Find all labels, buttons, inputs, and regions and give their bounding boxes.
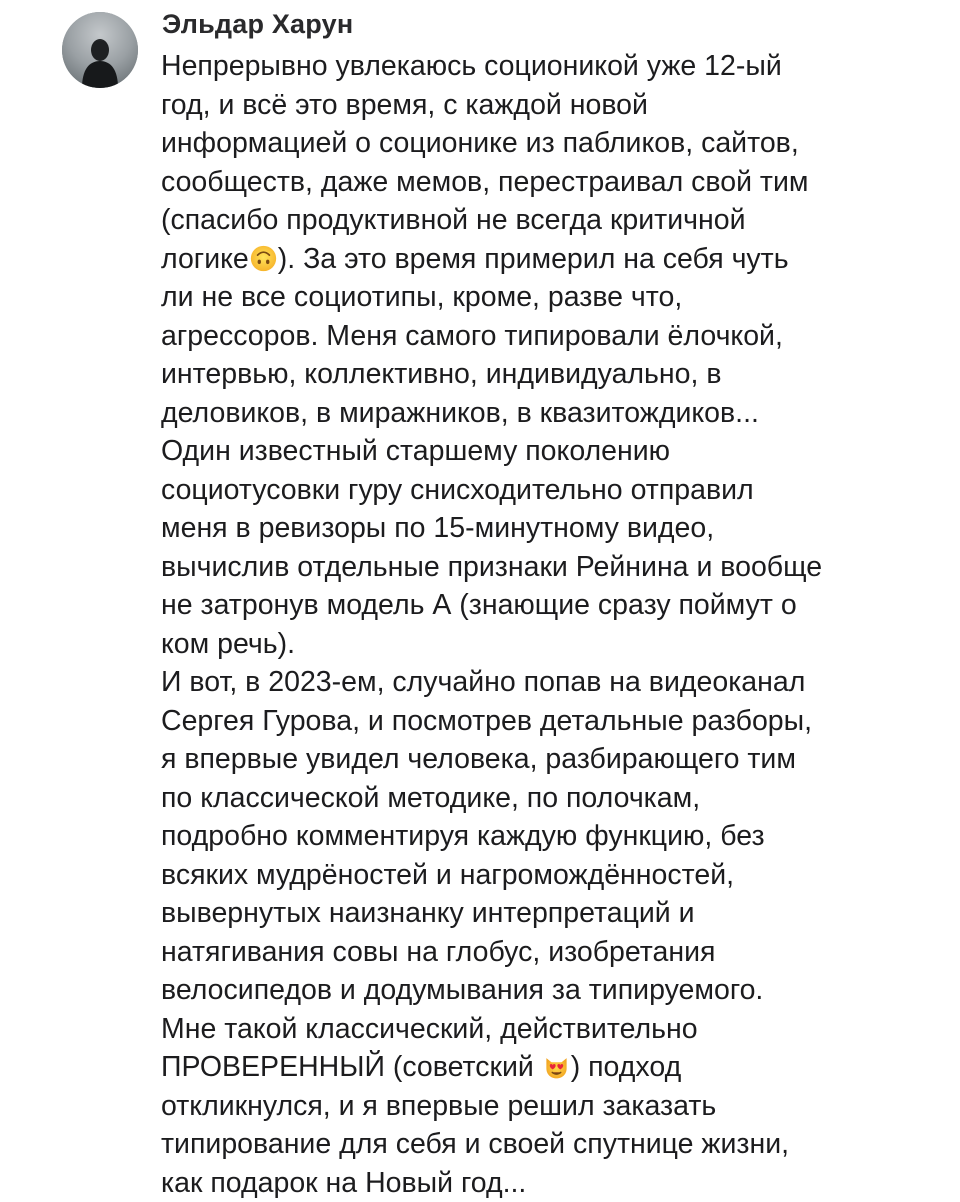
comment-line-text: ) подход <box>571 1051 681 1083</box>
comment-line: (спасибо продуктивной не всегда критичной <box>161 201 951 240</box>
person-silhouette-icon <box>62 12 138 88</box>
comment-line <box>161 240 951 279</box>
comment-line: откликнулся, и я впервые решил заказать <box>161 1087 951 1126</box>
comment-text <box>161 47 951 1202</box>
comment-line: я впервые увидел человека, разбирающего тим <box>161 740 951 779</box>
comment-line: интервью, коллективно, индивидуально, в <box>161 355 951 394</box>
comment-line-text: ПРОВЕРЕННЫЙ (советский <box>161 1051 542 1083</box>
heart-eyes-cat-icon <box>543 1053 570 1080</box>
comment-line: И вот, в 2023-ем, случайно попав на видеоканал <box>161 663 951 702</box>
comment-line <box>161 1048 951 1087</box>
comment-line-text: логике <box>161 243 249 275</box>
comment-line: агрессоров. Меня самого типировали ёлочкой, <box>161 317 951 356</box>
comment-line: по классической методике, по полочкам, <box>161 779 951 818</box>
comment-line: ком речь). <box>161 625 951 664</box>
comment-line: велосипедов и додумывания за типируемого. <box>161 971 951 1010</box>
comment-line: деловиков, в миражников, в квазитождиков... <box>161 394 951 433</box>
comment-line: не затронув модель А (знающие сразу поймут о <box>161 586 951 625</box>
comment-line: вывернутых наизнанку интерпретаций и <box>161 894 951 933</box>
comment-line: Один известный старшему поколению <box>161 432 951 471</box>
comment-line: Мне такой классический, действительно <box>161 1010 951 1049</box>
comment-line: ли не все социотипы, кроме, разве что, <box>161 278 951 317</box>
upside-down-face-icon <box>250 245 277 272</box>
comment-line: подробно комментируя каждую функцию, без <box>161 817 951 856</box>
comment-line: натягивания совы на глобус, изобретания <box>161 933 951 972</box>
comment-line: как подарок на Новый год... <box>161 1164 951 1202</box>
comment-line: информацией о соционике из пабликов, сайтов, <box>161 124 951 163</box>
comment-line: Непрерывно увлекаюсь соционикой уже 12-ый <box>161 47 951 86</box>
avatar[interactable] <box>62 12 138 88</box>
author-name[interactable]: Эльдар Харун <box>162 6 353 42</box>
comment-line: год, и всё это время, с каждой новой <box>161 86 951 125</box>
comment-line: социотусовки гуру снисходительно отправил <box>161 471 951 510</box>
comment-line: меня в ревизоры по 15-минутному видео, <box>161 509 951 548</box>
comment-line: сообществ, даже мемов, перестраивал свой тим <box>161 163 951 202</box>
comment-line-text: ). За это время примерил на себя чуть <box>278 243 789 275</box>
comment-line: вычислив отдельные признаки Рейнина и вообще <box>161 548 951 587</box>
comment-line: типирование для себя и своей спутнице жизни, <box>161 1125 951 1164</box>
comment-line: Сергея Гурова, и посмотрев детальные разборы, <box>161 702 951 741</box>
comment-line: всяких мудрёностей и нагромождённостей, <box>161 856 951 895</box>
